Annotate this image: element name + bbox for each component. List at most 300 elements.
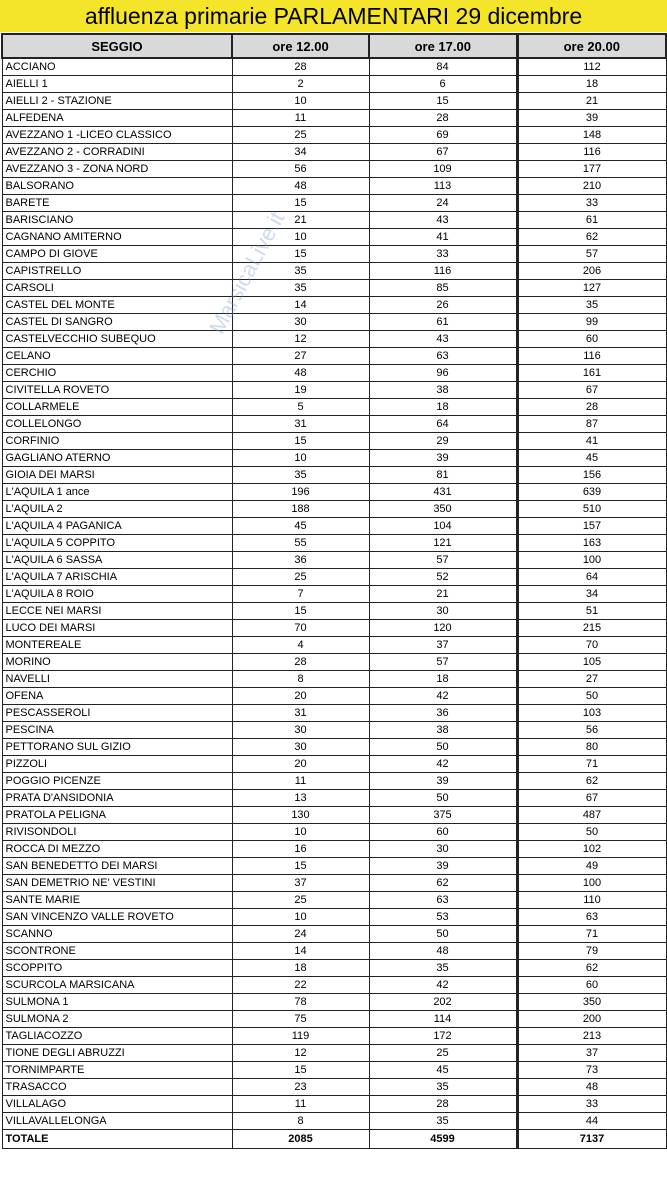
cell-ore-20: 56: [517, 722, 666, 739]
cell-seggio: SCOPPITO: [2, 960, 232, 977]
cell-ore-12: 10: [232, 93, 369, 110]
table-row: [2, 161, 666, 178]
cell-ore-12: 188: [232, 501, 369, 518]
cell-ore-20: 21: [517, 93, 666, 110]
cell-seggio: VILLALAGO: [2, 1096, 232, 1113]
cell-ore-20: 110: [517, 892, 666, 909]
cell-seggio: CAGNANO AMITERNO: [2, 229, 232, 246]
cell-ore-12: 21: [232, 212, 369, 229]
table-row: [2, 76, 666, 93]
cell-ore-12: 30: [232, 739, 369, 756]
cell-ore-20: 64: [517, 569, 666, 586]
cell-ore-20: 148: [517, 127, 666, 144]
cell-seggio: CASTEL DEL MONTE: [2, 297, 232, 314]
cell-seggio: SULMONA 2: [2, 1011, 232, 1028]
cell-ore-20: 50: [517, 688, 666, 705]
cell-ore-17: 30: [369, 841, 517, 858]
cell-seggio: L'AQUILA 7 ARISCHIA: [2, 569, 232, 586]
cell-ore-17: 35: [369, 1113, 517, 1130]
table-row: [2, 348, 666, 365]
cell-ore-12: 15: [232, 858, 369, 875]
cell-ore-20: 87: [517, 416, 666, 433]
table-row: [2, 58, 666, 76]
cell-seggio: AIELLI 2 - STAZIONE: [2, 93, 232, 110]
cell-seggio: GIOIA DEI MARSI: [2, 467, 232, 484]
cell-ore-17: 84: [369, 58, 517, 76]
header-ore-12: ore 12.00: [232, 34, 369, 58]
cell-ore-12: 7: [232, 586, 369, 603]
cell-ore-20: 103: [517, 705, 666, 722]
cell-ore-17: 24: [369, 195, 517, 212]
header-ore-17: ore 17.00: [369, 34, 517, 58]
header-ore-20: ore 20.00: [517, 34, 666, 58]
table-row: [2, 535, 666, 552]
cell-ore-17: 57: [369, 654, 517, 671]
cell-seggio: CASTELVECCHIO SUBEQUO: [2, 331, 232, 348]
cell-ore-20: 45: [517, 450, 666, 467]
cell-ore-17: 202: [369, 994, 517, 1011]
cell-ore-20: 210: [517, 178, 666, 195]
cell-ore-12: 31: [232, 705, 369, 722]
cell-ore-17: 15: [369, 93, 517, 110]
table-row: [2, 773, 666, 790]
cell-ore-17: 116: [369, 263, 517, 280]
header-row: [2, 34, 666, 58]
cell-ore-12: 13: [232, 790, 369, 807]
cell-ore-17: 42: [369, 688, 517, 705]
cell-ore-17: 375: [369, 807, 517, 824]
cell-ore-20: 163: [517, 535, 666, 552]
cell-ore-20: 50: [517, 824, 666, 841]
cell-seggio: SAN VINCENZO VALLE ROVETO: [2, 909, 232, 926]
table-row: [2, 1028, 666, 1045]
cell-ore-12: 15: [232, 433, 369, 450]
cell-seggio: AIELLI 1: [2, 76, 232, 93]
cell-ore-20: 35: [517, 297, 666, 314]
cell-ore-17: 29: [369, 433, 517, 450]
cell-ore-17: 64: [369, 416, 517, 433]
table-row: [2, 263, 666, 280]
cell-ore-17: 63: [369, 348, 517, 365]
cell-ore-12: 34: [232, 144, 369, 161]
cell-ore-17: 172: [369, 1028, 517, 1045]
cell-ore-20: 73: [517, 1062, 666, 1079]
cell-ore-17: 350: [369, 501, 517, 518]
table-row: [2, 858, 666, 875]
table-row: [2, 1045, 666, 1062]
cell-ore-20: 28: [517, 399, 666, 416]
cell-ore-17: 69: [369, 127, 517, 144]
table-row: [2, 501, 666, 518]
cell-ore-12: 24: [232, 926, 369, 943]
cell-ore-12: 8: [232, 1113, 369, 1130]
cell-seggio: SULMONA 1: [2, 994, 232, 1011]
cell-ore-17: 50: [369, 790, 517, 807]
table-row: [2, 229, 666, 246]
table-row: [2, 994, 666, 1011]
cell-ore-20: 99: [517, 314, 666, 331]
cell-ore-20: 116: [517, 144, 666, 161]
cell-ore-20: 79: [517, 943, 666, 960]
cell-ore-20: 487: [517, 807, 666, 824]
cell-seggio: CAMPO DI GIOVE: [2, 246, 232, 263]
cell-ore-20: 116: [517, 348, 666, 365]
cell-ore-12: 19: [232, 382, 369, 399]
cell-seggio: L'AQUILA 1 ance: [2, 484, 232, 501]
cell-seggio: CARSOLI: [2, 280, 232, 297]
cell-ore-12: 78: [232, 994, 369, 1011]
cell-ore-20: 67: [517, 382, 666, 399]
cell-seggio: TORNIMPARTE: [2, 1062, 232, 1079]
cell-ore-12: 15: [232, 246, 369, 263]
cell-seggio: TIONE DEGLI ABRUZZI: [2, 1045, 232, 1062]
table-row: [2, 1096, 666, 1113]
cell-ore-12: 15: [232, 603, 369, 620]
cell-ore-17: 4599: [369, 1130, 517, 1149]
table-row: [2, 926, 666, 943]
cell-ore-20: 200: [517, 1011, 666, 1028]
cell-ore-17: 63: [369, 892, 517, 909]
cell-seggio: COLLELONGO: [2, 416, 232, 433]
cell-ore-17: 39: [369, 450, 517, 467]
cell-ore-12: 5: [232, 399, 369, 416]
watermark: MarsicaLive.it: [204, 207, 290, 339]
cell-ore-17: 60: [369, 824, 517, 841]
cell-seggio: VILLAVALLELONGA: [2, 1113, 232, 1130]
cell-ore-17: 41: [369, 229, 517, 246]
cell-seggio: SCONTRONE: [2, 943, 232, 960]
table-row: [2, 110, 666, 127]
cell-ore-12: 56: [232, 161, 369, 178]
cell-ore-12: 11: [232, 1096, 369, 1113]
cell-ore-12: 48: [232, 365, 369, 382]
cell-seggio: SANTE MARIE: [2, 892, 232, 909]
cell-seggio: PIZZOLI: [2, 756, 232, 773]
cell-seggio: LECCE NEI MARSI: [2, 603, 232, 620]
cell-ore-12: 28: [232, 58, 369, 76]
cell-ore-17: 57: [369, 552, 517, 569]
cell-ore-17: 33: [369, 246, 517, 263]
cell-ore-20: 177: [517, 161, 666, 178]
cell-ore-12: 14: [232, 297, 369, 314]
cell-ore-12: 48: [232, 178, 369, 195]
cell-seggio: CASTEL DI SANGRO: [2, 314, 232, 331]
table-row: [2, 212, 666, 229]
cell-seggio: ALFEDENA: [2, 110, 232, 127]
cell-seggio: SCANNO: [2, 926, 232, 943]
table-row: [2, 178, 666, 195]
cell-seggio: GAGLIANO ATERNO: [2, 450, 232, 467]
cell-ore-17: 18: [369, 399, 517, 416]
cell-seggio: ROCCA DI MEZZO: [2, 841, 232, 858]
cell-ore-12: 55: [232, 535, 369, 552]
cell-ore-17: 104: [369, 518, 517, 535]
cell-seggio: PESCINA: [2, 722, 232, 739]
cell-ore-17: 43: [369, 331, 517, 348]
cell-seggio: SAN DEMETRIO NE' VESTINI: [2, 875, 232, 892]
cell-ore-20: 105: [517, 654, 666, 671]
cell-ore-17: 6: [369, 76, 517, 93]
table-body: [2, 58, 666, 1149]
table-row: [2, 331, 666, 348]
table-row: [2, 144, 666, 161]
total-row: [2, 1130, 666, 1149]
table-row: [2, 1062, 666, 1079]
header-seggio: SEGGIO: [2, 34, 232, 58]
cell-ore-12: 15: [232, 1062, 369, 1079]
table-row: [2, 909, 666, 926]
cell-ore-20: 51: [517, 603, 666, 620]
cell-ore-17: 50: [369, 926, 517, 943]
table-row: [2, 654, 666, 671]
cell-ore-20: 33: [517, 1096, 666, 1113]
table-row: [2, 569, 666, 586]
cell-ore-17: 113: [369, 178, 517, 195]
cell-seggio: AVEZZANO 2 - CORRADINI: [2, 144, 232, 161]
cell-ore-12: 25: [232, 569, 369, 586]
cell-ore-12: 11: [232, 773, 369, 790]
cell-seggio: CAPISTRELLO: [2, 263, 232, 280]
table-row: [2, 195, 666, 212]
cell-ore-12: 2085: [232, 1130, 369, 1149]
cell-ore-17: 42: [369, 977, 517, 994]
cell-seggio: SCURCOLA MARSICANA: [2, 977, 232, 994]
table-row: [2, 467, 666, 484]
cell-ore-12: 30: [232, 314, 369, 331]
table-row: [2, 688, 666, 705]
cell-ore-20: 100: [517, 552, 666, 569]
cell-ore-20: 213: [517, 1028, 666, 1045]
cell-ore-12: 37: [232, 875, 369, 892]
cell-seggio: L'AQUILA 2: [2, 501, 232, 518]
cell-ore-20: 639: [517, 484, 666, 501]
turnout-table: [1, 33, 667, 1149]
cell-ore-12: 36: [232, 552, 369, 569]
cell-seggio: L'AQUILA 8 ROIO: [2, 586, 232, 603]
cell-ore-20: 63: [517, 909, 666, 926]
table-row: [2, 416, 666, 433]
cell-ore-17: 45: [369, 1062, 517, 1079]
cell-ore-17: 431: [369, 484, 517, 501]
table-row: [2, 671, 666, 688]
cell-ore-17: 25: [369, 1045, 517, 1062]
table-row: [2, 722, 666, 739]
cell-ore-17: 39: [369, 858, 517, 875]
cell-ore-12: 25: [232, 127, 369, 144]
cell-ore-12: 31: [232, 416, 369, 433]
cell-ore-17: 67: [369, 144, 517, 161]
cell-seggio: BALSORANO: [2, 178, 232, 195]
cell-ore-20: 34: [517, 586, 666, 603]
table-row: [2, 433, 666, 450]
cell-ore-17: 62: [369, 875, 517, 892]
cell-ore-17: 81: [369, 467, 517, 484]
table-row: [2, 790, 666, 807]
cell-ore-17: 26: [369, 297, 517, 314]
cell-seggio: LUCO DEI MARSI: [2, 620, 232, 637]
cell-ore-20: 39: [517, 110, 666, 127]
cell-ore-17: 50: [369, 739, 517, 756]
cell-ore-20: 61: [517, 212, 666, 229]
cell-ore-17: 42: [369, 756, 517, 773]
cell-ore-12: 14: [232, 943, 369, 960]
cell-seggio: TRASACCO: [2, 1079, 232, 1096]
cell-ore-12: 35: [232, 263, 369, 280]
cell-ore-12: 75: [232, 1011, 369, 1028]
cell-ore-17: 96: [369, 365, 517, 382]
cell-ore-20: 7137: [517, 1130, 666, 1149]
cell-ore-12: 11: [232, 110, 369, 127]
table-row: [2, 365, 666, 382]
cell-ore-12: 4: [232, 637, 369, 654]
cell-seggio: SAN BENEDETTO DEI MARSI: [2, 858, 232, 875]
cell-seggio: BARETE: [2, 195, 232, 212]
table-row: [2, 892, 666, 909]
cell-ore-20: 18: [517, 76, 666, 93]
cell-ore-12: 25: [232, 892, 369, 909]
cell-ore-12: 8: [232, 671, 369, 688]
cell-ore-20: 102: [517, 841, 666, 858]
cell-ore-12: 70: [232, 620, 369, 637]
cell-seggio: NAVELLI: [2, 671, 232, 688]
cell-ore-12: 20: [232, 688, 369, 705]
cell-seggio: AVEZZANO 3 - ZONA NORD: [2, 161, 232, 178]
cell-ore-20: 57: [517, 246, 666, 263]
cell-ore-20: 127: [517, 280, 666, 297]
cell-ore-12: 10: [232, 229, 369, 246]
cell-ore-12: 16: [232, 841, 369, 858]
cell-ore-17: 53: [369, 909, 517, 926]
cell-ore-17: 48: [369, 943, 517, 960]
table-row: [2, 127, 666, 144]
table-row: [2, 314, 666, 331]
cell-ore-12: 20: [232, 756, 369, 773]
cell-seggio: L'AQUILA 4 PAGANICA: [2, 518, 232, 535]
cell-ore-12: 10: [232, 909, 369, 926]
table-row: [2, 399, 666, 416]
cell-ore-20: 37: [517, 1045, 666, 1062]
cell-ore-17: 38: [369, 722, 517, 739]
cell-ore-20: 156: [517, 467, 666, 484]
cell-seggio: CIVITELLA ROVETO: [2, 382, 232, 399]
cell-ore-12: 27: [232, 348, 369, 365]
table-row: [2, 518, 666, 535]
cell-ore-17: 35: [369, 960, 517, 977]
table-row: [2, 637, 666, 654]
table-row: [2, 875, 666, 892]
table-row: [2, 552, 666, 569]
table-row: [2, 382, 666, 399]
cell-ore-17: 36: [369, 705, 517, 722]
cell-seggio: AVEZZANO 1 -LICEO CLASSICO: [2, 127, 232, 144]
table-row: [2, 739, 666, 756]
cell-ore-20: 49: [517, 858, 666, 875]
cell-ore-20: 71: [517, 926, 666, 943]
cell-ore-17: 28: [369, 110, 517, 127]
cell-ore-20: 27: [517, 671, 666, 688]
page-title: affluenza primarie PARLAMENTARI 29 dicembre: [84, 3, 583, 29]
table-row: [2, 484, 666, 501]
cell-ore-12: 130: [232, 807, 369, 824]
table-row: [2, 807, 666, 824]
cell-ore-17: 21: [369, 586, 517, 603]
cell-ore-17: 28: [369, 1096, 517, 1113]
cell-seggio: MONTEREALE: [2, 637, 232, 654]
cell-ore-12: 22: [232, 977, 369, 994]
cell-ore-12: 23: [232, 1079, 369, 1096]
cell-ore-12: 35: [232, 467, 369, 484]
cell-ore-17: 35: [369, 1079, 517, 1096]
cell-seggio: PETTORANO SUL GIZIO: [2, 739, 232, 756]
cell-ore-20: 100: [517, 875, 666, 892]
cell-ore-12: 30: [232, 722, 369, 739]
cell-ore-17: 61: [369, 314, 517, 331]
table-row: [2, 1079, 666, 1096]
cell-ore-20: 33: [517, 195, 666, 212]
title-bar: [0, 0, 667, 32]
table-row: [2, 824, 666, 841]
cell-ore-12: 12: [232, 1045, 369, 1062]
cell-ore-12: 28: [232, 654, 369, 671]
cell-ore-20: 67: [517, 790, 666, 807]
table-row: [2, 450, 666, 467]
table-row: [2, 297, 666, 314]
cell-seggio: OFENA: [2, 688, 232, 705]
cell-ore-20: 510: [517, 501, 666, 518]
cell-ore-17: 38: [369, 382, 517, 399]
cell-ore-20: 206: [517, 263, 666, 280]
cell-ore-17: 43: [369, 212, 517, 229]
cell-seggio: L'AQUILA 5 COPPITO: [2, 535, 232, 552]
cell-ore-12: 10: [232, 450, 369, 467]
cell-seggio: L'AQUILA 6 SASSA: [2, 552, 232, 569]
table-row: [2, 586, 666, 603]
cell-ore-12: 15: [232, 195, 369, 212]
cell-ore-20: 161: [517, 365, 666, 382]
cell-ore-20: 80: [517, 739, 666, 756]
cell-ore-17: 85: [369, 280, 517, 297]
table-row: [2, 977, 666, 994]
cell-seggio: TOTALE: [2, 1130, 232, 1149]
cell-ore-12: 119: [232, 1028, 369, 1045]
cell-ore-20: 62: [517, 773, 666, 790]
cell-ore-12: 196: [232, 484, 369, 501]
cell-ore-20: 71: [517, 756, 666, 773]
cell-ore-17: 120: [369, 620, 517, 637]
table-row: [2, 603, 666, 620]
table-row: [2, 705, 666, 722]
table-row: [2, 280, 666, 297]
cell-ore-20: 60: [517, 331, 666, 348]
cell-seggio: BARISCIANO: [2, 212, 232, 229]
cell-ore-17: 37: [369, 637, 517, 654]
cell-seggio: CORFINIO: [2, 433, 232, 450]
cell-ore-17: 114: [369, 1011, 517, 1028]
cell-ore-12: 12: [232, 331, 369, 348]
cell-ore-20: 44: [517, 1113, 666, 1130]
cell-ore-12: 35: [232, 280, 369, 297]
table-row: [2, 943, 666, 960]
cell-ore-17: 39: [369, 773, 517, 790]
cell-ore-20: 41: [517, 433, 666, 450]
cell-ore-20: 112: [517, 58, 666, 76]
cell-seggio: CERCHIO: [2, 365, 232, 382]
cell-ore-17: 30: [369, 603, 517, 620]
cell-ore-12: 45: [232, 518, 369, 535]
table-row: [2, 1011, 666, 1028]
table-row: [2, 756, 666, 773]
cell-ore-20: 157: [517, 518, 666, 535]
